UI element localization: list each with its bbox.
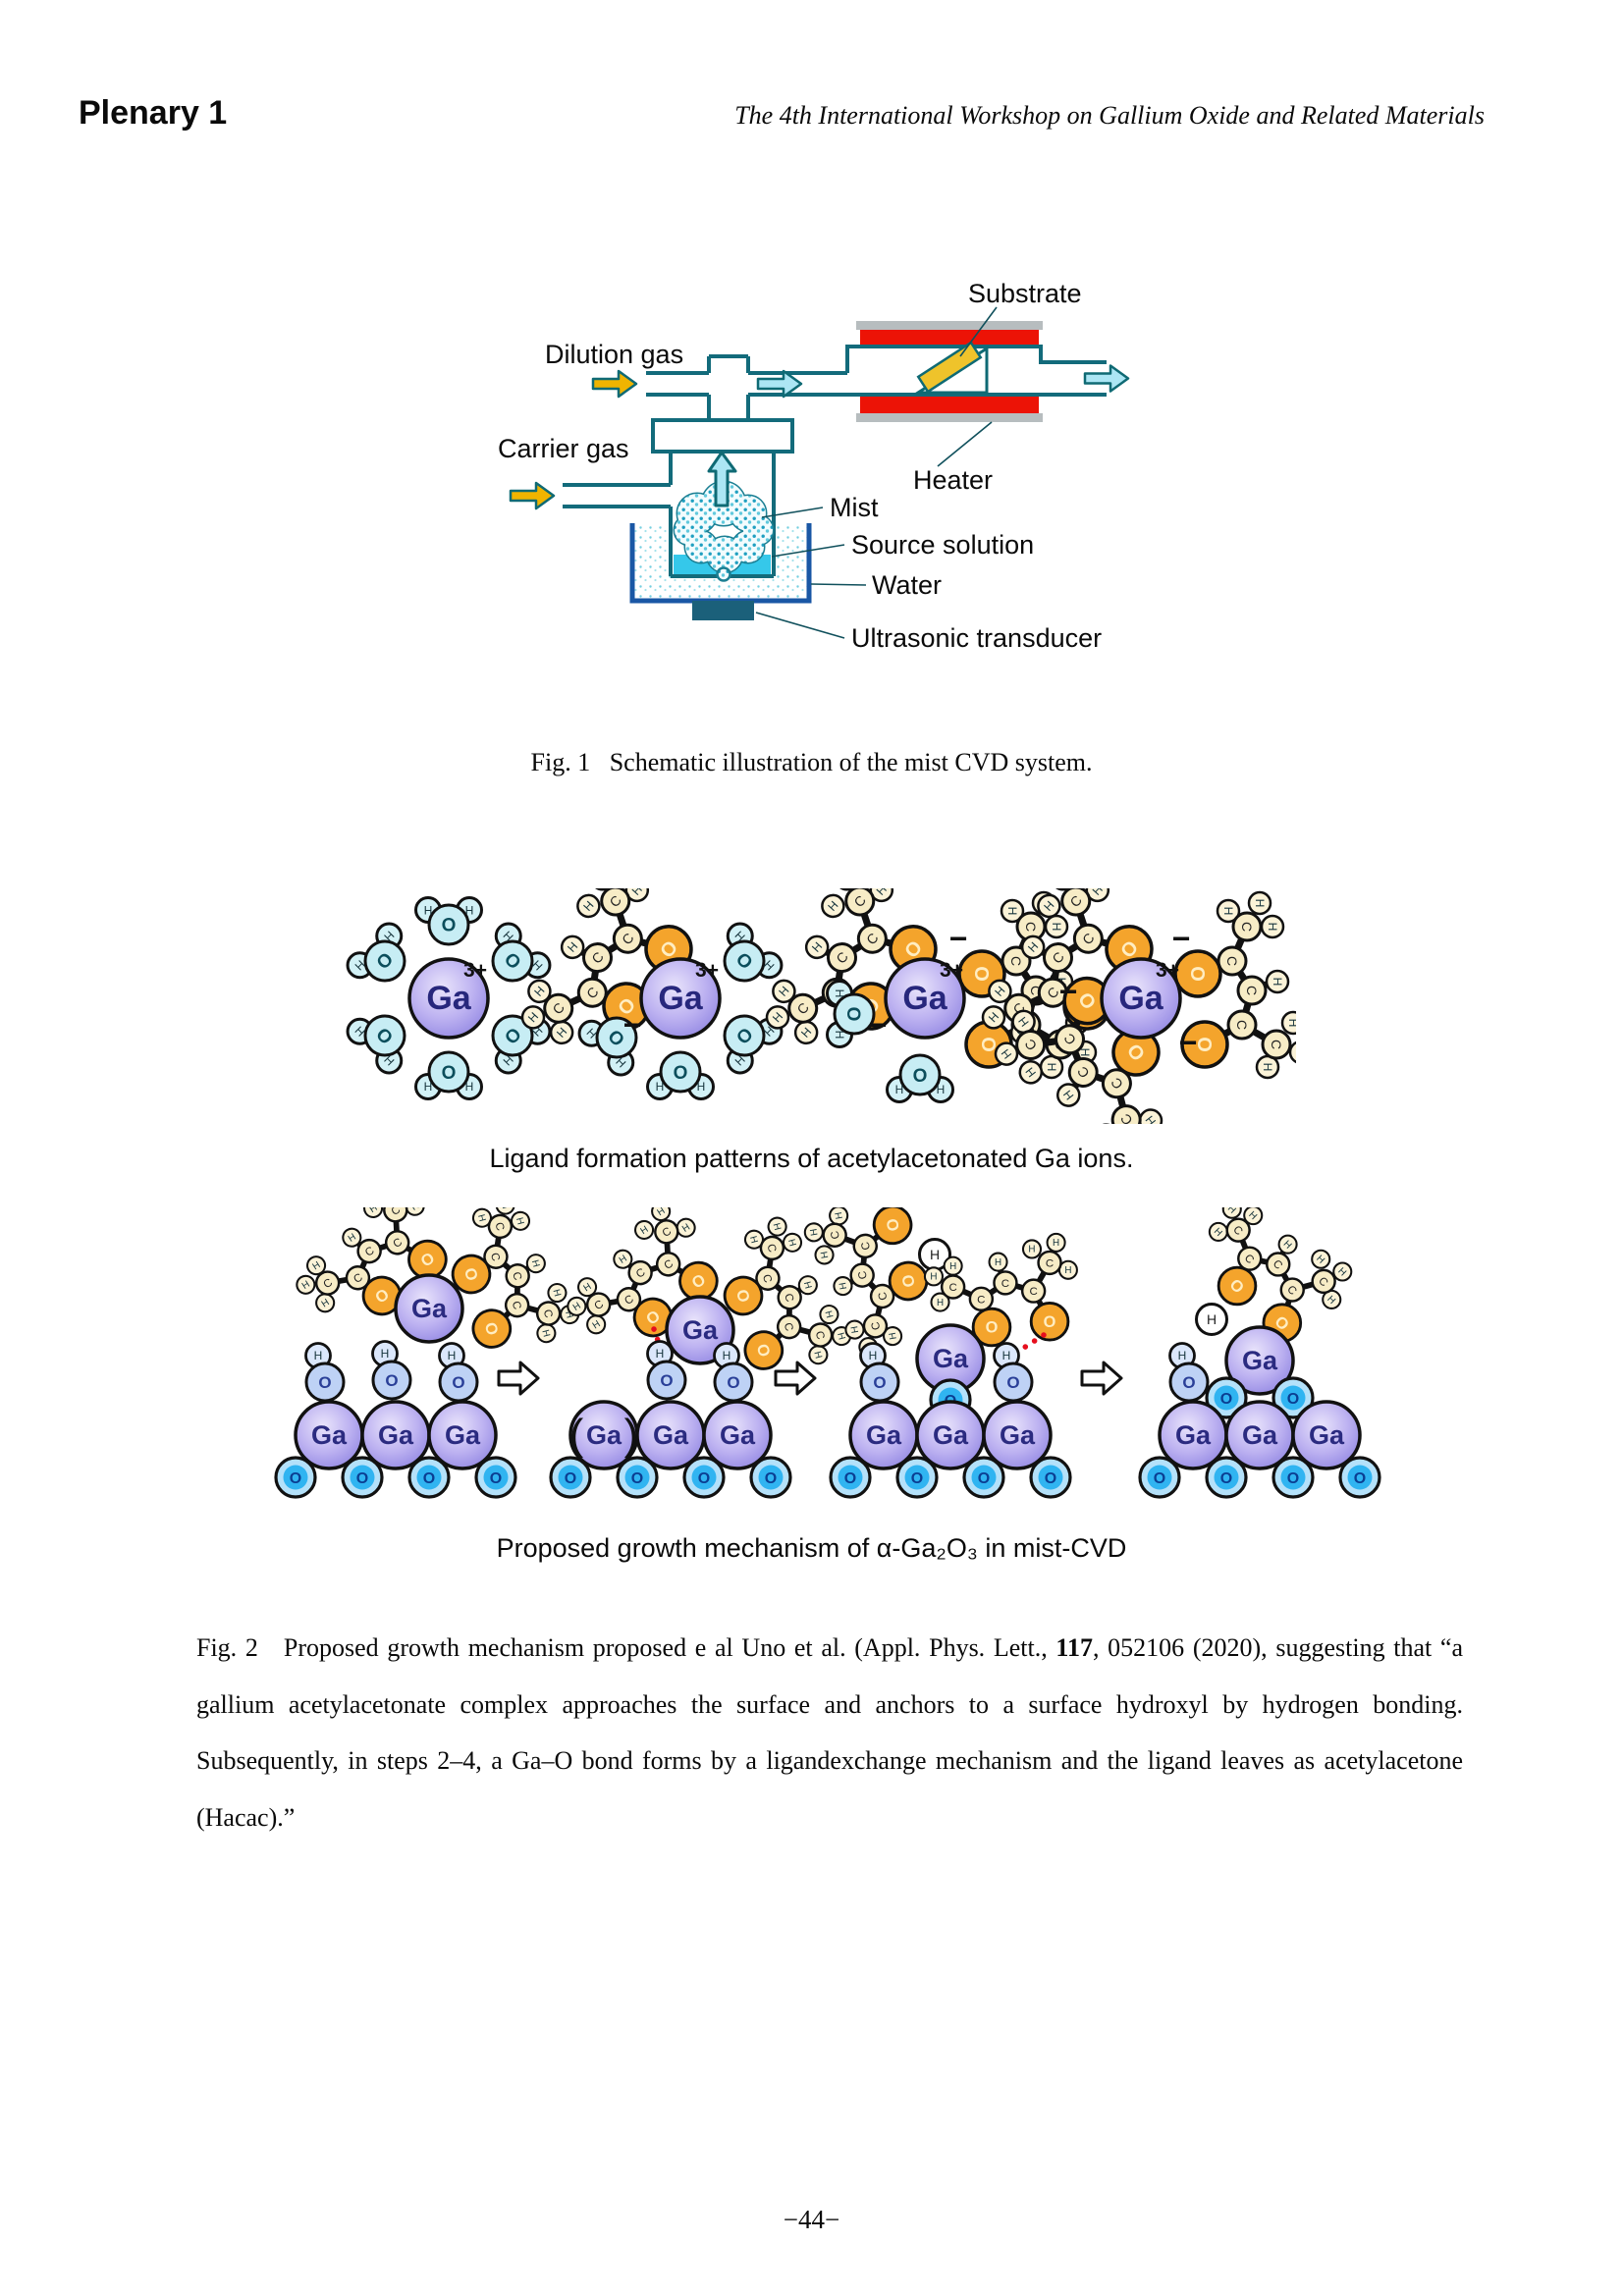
svg-text:−: −: [622, 1007, 642, 1042]
fig2-caption-volume: 117: [1055, 1633, 1093, 1662]
label-water: Water: [872, 570, 943, 600]
label-heater: Heater: [913, 465, 994, 495]
fig1-mist-cvd-schematic: [363, 260, 1159, 653]
chamber-lid: [653, 420, 792, 452]
session-title: Plenary 1: [79, 94, 228, 132]
label-mist: Mist: [830, 493, 879, 522]
svg-text:(: (: [568, 1411, 584, 1459]
ligand-caption: Ligand formation patterns of acetylacetonated Ga ions.: [489, 1144, 1134, 1173]
ga-cluster-one-acac: [487, 888, 786, 1099]
growth-caption: Proposed growth mechanism of α-Ga₂O₃ in mist-CVD: [496, 1533, 1127, 1563]
fig1-caption: Fig. 1 Schematic illustration of the mist CVD system.: [530, 748, 1093, 776]
label-carrier-gas: Carrier gas: [498, 434, 629, 463]
label-source-solution: Source solution: [851, 530, 1035, 560]
conference-title: The 4th International Workshop on Gallium Oxide and Related Materials: [734, 101, 1485, 130]
svg-text:−: −: [1171, 921, 1191, 956]
heater-top: [860, 330, 1039, 347]
svg-text:−: −: [1058, 974, 1078, 1009]
svg-text:−: −: [1178, 1025, 1198, 1060]
svg-text:−: −: [948, 921, 968, 956]
label-ultrasonic-transducer: Ultrasonic transducer: [851, 623, 1103, 653]
ga-cluster-hexaaqua: [343, 898, 555, 1099]
ultrasonic-transducer-block: [692, 601, 754, 620]
page-header: [79, 94, 1485, 133]
growth-step-4: [1140, 1207, 1380, 1497]
svg-text:−: −: [868, 1007, 888, 1042]
page-number: −44−: [783, 2205, 840, 2234]
heater-bottom: [860, 397, 1039, 413]
growth-step-3: [801, 1207, 1077, 1497]
label-substrate: Substrate: [968, 279, 1082, 308]
ga-cluster-three-acac: [947, 888, 1296, 1124]
ligand-patterns-figure: [295, 888, 1296, 1124]
growth-mechanism-figure: [236, 1207, 1473, 1522]
label-dilution-gas: Dilution gas: [545, 340, 684, 369]
svg-text:): ): [623, 1411, 639, 1459]
fig2-caption-pre: Fig. 2 Proposed growth mechanism proposed e al Uno et al. (Appl. Phys. Lett.,: [196, 1633, 1056, 1662]
growth-step-1: [275, 1207, 583, 1497]
fig2-caption-post: , 052106 (2020), suggesting that “a gallium acetylacetonate complex approaches the surface and anchors to a surface hydroxyl by hydrogen bonding. Subsequently, in steps 2–4, a Ga–O bond forms by a ligandexchange mechanism and the ligand leaves as acetylacetone (Hacac).”: [196, 1633, 1464, 1832]
fig2-caption: [196, 1620, 1463, 1845]
growth-step-2: [546, 1207, 855, 1497]
